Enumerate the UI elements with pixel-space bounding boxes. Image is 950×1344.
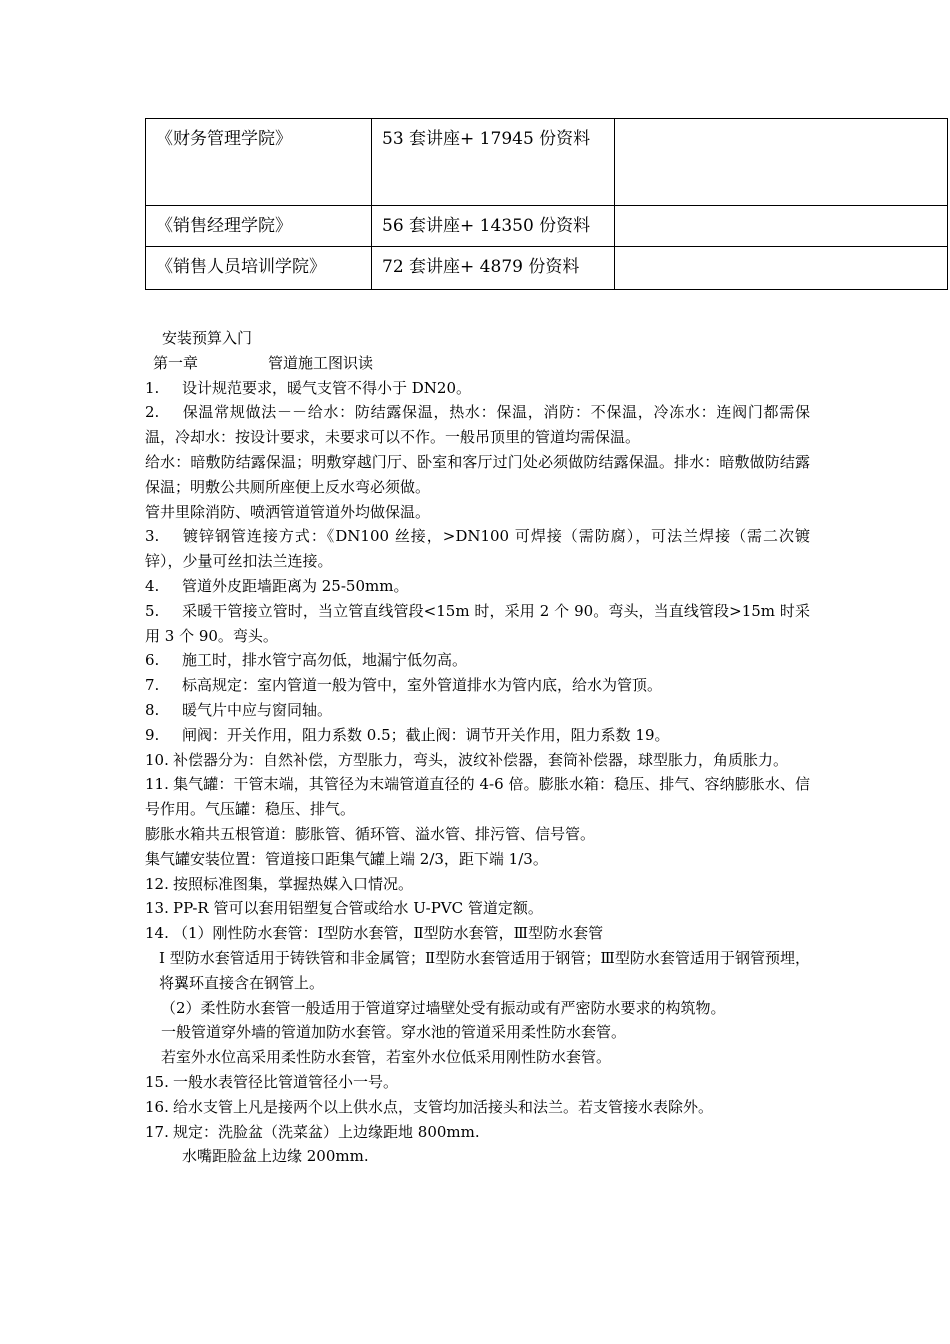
course-extra — [615, 247, 948, 290]
list-item — [145, 698, 810, 723]
list-item — [145, 400, 810, 450]
paragraph: 若室外水位高采用柔性防水套管，若室外水位低采用刚性防水套管。 — [161, 1048, 612, 1067]
item-text: 按照标准图集，掌握热媒入口情况。 — [173, 874, 414, 893]
item-text: 设计规范要求，暖气支管不得小于 DN20。 — [182, 378, 472, 397]
item-number: 7. — [145, 676, 160, 695]
paragraph: 管井里除消防、喷洒管道管道外均做保温。 — [145, 502, 431, 521]
item-text: 暖气片中应与窗同轴。 — [182, 700, 333, 719]
list-item — [145, 599, 810, 649]
chapter-title: 管道施工图识读 — [268, 353, 374, 372]
paragraph: 一般管道穿外墙的管道加防水套管。穿水池的管道采用柔性防水套管。 — [161, 1023, 627, 1042]
item-number: 1. — [145, 378, 160, 397]
item-number: 12. — [145, 874, 169, 893]
item-text: 采暖干管接立管时，当立管直线管段<15m 时，采用 2 个 90。弯头，当直线管段>15m 时采用 3 个 90。弯头。 — [145, 601, 810, 645]
paragraph: 给水：暗敷防结露保温；明敷穿越门厅、卧室和客厅过门处必须做防结露保温。排水：暗敷做防结露保温；明敷公共厕所座便上反水弯必须做。 — [145, 452, 810, 496]
list-item — [145, 921, 810, 946]
table-row — [146, 206, 948, 247]
paragraph: （2）柔性防水套管一般适用于管道穿过墙壁处受有振动或有严密防水要求的构筑物。 — [161, 998, 726, 1017]
item-text: 镀锌钢管连接方式：《DN100 丝接，>DN100 可焊接（需防腐），可法兰焊接（需二次镀锌），少量可丝扣法兰连接。 — [145, 527, 810, 571]
list-item — [145, 673, 810, 698]
table-row — [146, 119, 948, 206]
document-body — [145, 326, 810, 1169]
list-item — [145, 772, 810, 822]
item-number: 3. — [145, 527, 160, 546]
item-number: 5. — [145, 601, 160, 620]
item-number: 15. — [145, 1072, 169, 1091]
doc-title: 安装预算入门 — [162, 329, 253, 347]
list-item — [145, 872, 810, 897]
chapter-number: 第一章 — [153, 353, 199, 372]
paragraph: Ⅰ 型防水套管适用于铸铁管和非金属管；Ⅱ型防水套管适用于钢管；Ⅲ型防水套管适用于钢管预埋，将翼环直接含在钢管上。 — [159, 948, 810, 992]
list-item — [145, 723, 810, 748]
item-number: 9. — [145, 725, 160, 744]
list-item — [145, 748, 810, 773]
list-item — [145, 648, 810, 673]
list-item — [145, 376, 810, 401]
paragraph: 集气罐安装位置：管道接口距集气罐上端 2/3，距下端 1/3。 — [145, 849, 548, 868]
paragraph: 水嘴距脸盆上边缘 200mm. — [182, 1147, 369, 1166]
item-number: 14. — [145, 924, 169, 943]
item-text: 补偿器分为：自然补偿，方型胀力，弯头，波纹补偿器，套筒补偿器，球型胀力，角质胀力。 — [173, 750, 789, 769]
item-text: （1）刚性防水套管：Ⅰ型防水套管，Ⅱ型防水套管，Ⅲ型防水套管 — [173, 924, 604, 943]
course-extra — [615, 206, 948, 247]
item-text: 一般水表管径比管道管径小一号。 — [173, 1072, 399, 1091]
course-desc: 53 套讲座+ 17945 份资料 — [372, 119, 615, 206]
list-item — [145, 524, 810, 574]
item-text: 标高规定：室内管道一般为管中，室外管道排水为管内底，给水为管顶。 — [182, 676, 663, 695]
list-item — [145, 574, 810, 599]
course-desc: 72 套讲座+ 4879 份资料 — [372, 247, 615, 290]
item-number: 13. — [145, 899, 169, 918]
item-text: 给水支管上凡是接两个以上供水点，支管均加活接头和法兰。若支管接水表除外。 — [173, 1097, 714, 1116]
paragraph: 膨胀水箱共五根管道：膨胀管、循环管、溢水管、排污管、信号管。 — [145, 824, 596, 843]
item-text: 集气罐：干管末端，其管径为末端管道直径的 4-6 倍。膨胀水箱：稳压、排气、容纳膨胀水、信号作用。气压罐：稳压、排气。 — [145, 775, 810, 819]
item-number: 17. — [145, 1122, 169, 1141]
item-number: 2. — [145, 403, 160, 422]
course-table — [145, 118, 948, 290]
item-text: PP-R 管可以套用铝塑复合管或给水 U-PVC 管道定额。 — [173, 899, 543, 918]
item-text: 保温常规做法－－给水：防结露保温，热水：保温，消防：不保温，冷冻水：连阀门都需保温，冷却水：按设计要求，未要求可以不作。一般吊顶里的管道均需保温。 — [145, 403, 810, 447]
item-number: 16. — [145, 1097, 169, 1116]
list-item — [145, 1070, 810, 1095]
item-text: 管道外皮距墙距离为 25-50mm。 — [182, 576, 409, 595]
course-extra — [615, 119, 948, 206]
item-number: 10. — [145, 750, 169, 769]
course-desc: 56 套讲座+ 14350 份资料 — [372, 206, 615, 247]
course-name: 《财务管理学院》 — [146, 119, 372, 206]
item-number: 8. — [145, 700, 160, 719]
list-item — [145, 896, 810, 921]
item-text: 规定：洗脸盆（洗菜盆）上边缘距地 800mm. — [173, 1122, 480, 1141]
chapter-heading — [145, 351, 810, 376]
item-number: 6. — [145, 651, 160, 670]
course-name: 《销售经理学院》 — [146, 206, 372, 247]
item-text: 闸阀：开关作用，阻力系数 0.5；截止阀：调节开关作用，阻力系数 19。 — [182, 725, 670, 744]
list-item — [145, 1095, 810, 1120]
list-item — [145, 1120, 810, 1145]
table-row — [146, 247, 948, 290]
course-name: 《销售人员培训学院》 — [146, 247, 372, 290]
item-number: 11. — [145, 775, 169, 794]
item-text: 施工时，排水管宁高勿低，地漏宁低勿高。 — [182, 651, 468, 670]
item-number: 4. — [145, 576, 160, 595]
